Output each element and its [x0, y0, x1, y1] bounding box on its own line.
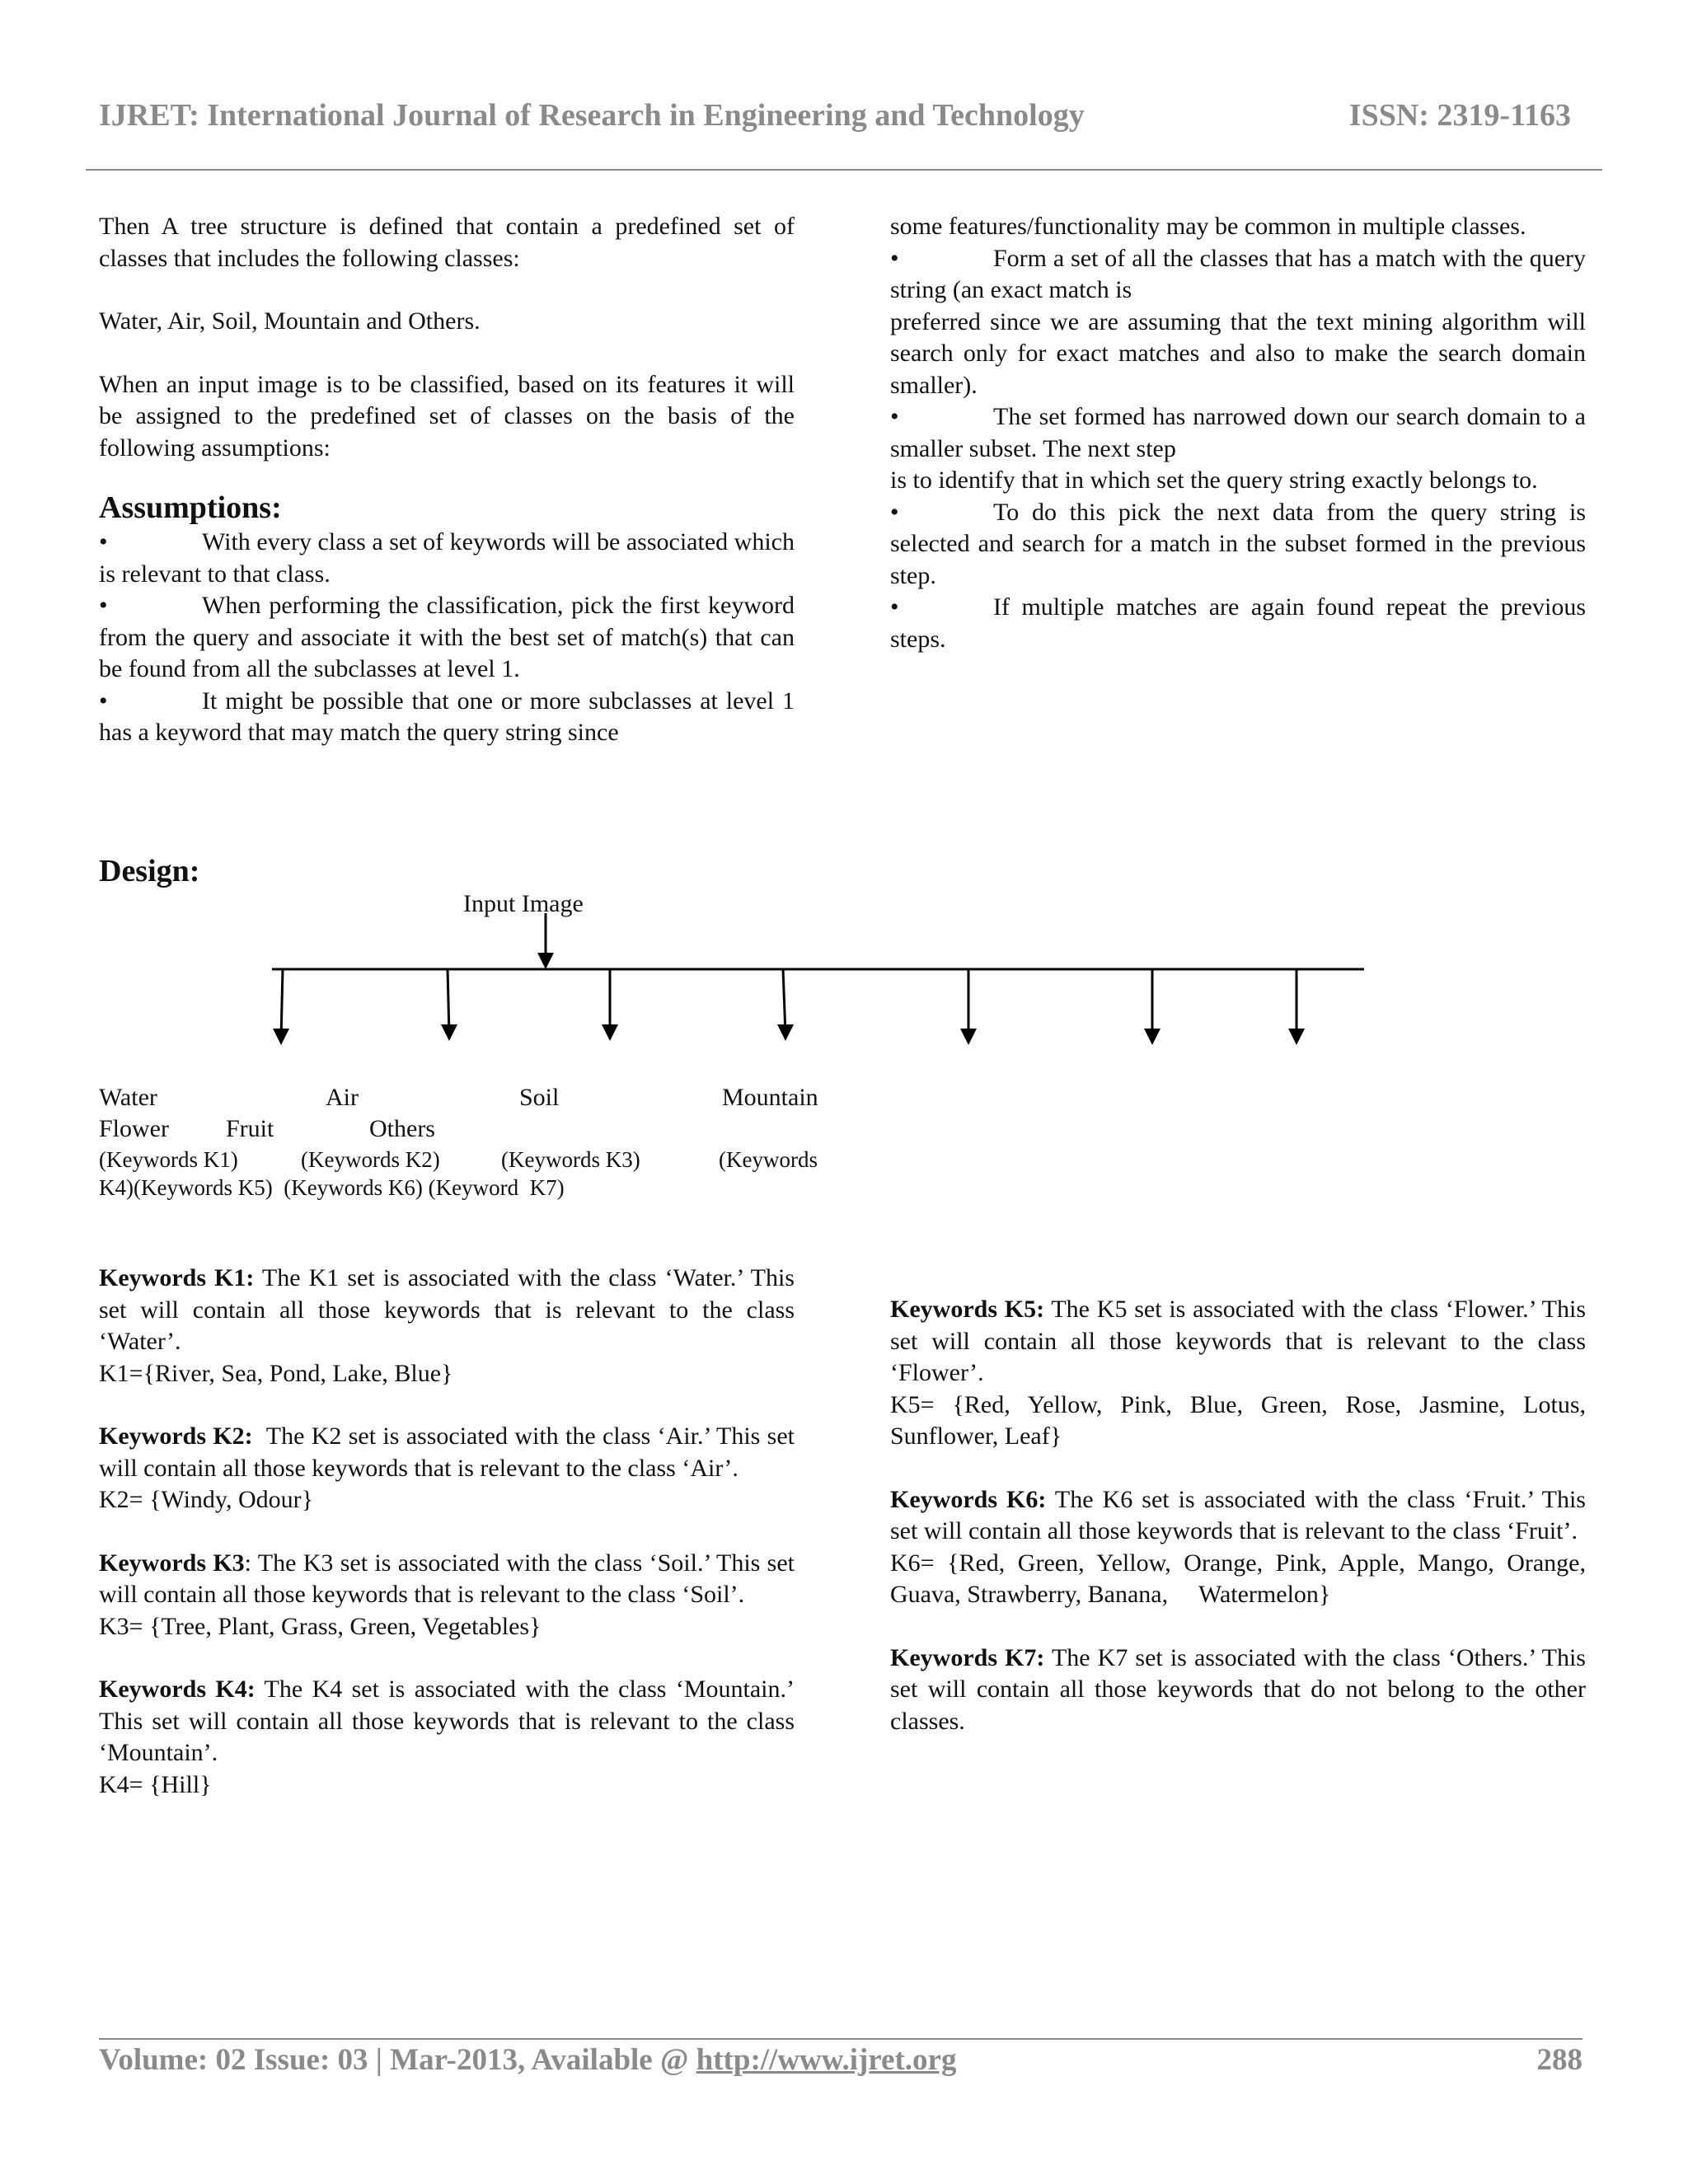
- page-number: 288: [1536, 2043, 1582, 2077]
- branch-arrow-flower: [960, 969, 977, 1045]
- class-label-fruit: Fruit: [226, 1115, 274, 1142]
- bullet-item: • If multiple matches are again found repeat the previous steps.: [890, 593, 1586, 653]
- running-header: [86, 97, 1602, 147]
- bullet-item: • When performing the classification, pick the first keyword from the query and associate it with the best set of match(s) that can be found from all the subclasses at level 1.: [99, 592, 795, 682]
- keyword-k6: Keywords K6: The K6 set is associated with the class ‘Fruit.’ This set will contain all those keywords that is relevant to the class ‘Fruit’.: [890, 1485, 1586, 1544]
- paragraph: is to identify that in which set the query string exactly belongs to.: [890, 466, 1538, 494]
- bullet-item: • With every class a set of keywords will be associated which is relevant to that class.: [99, 528, 795, 588]
- keyword-k3: Keywords K3: The K3 set is associated with the class ‘Soil.’ This set will contain all those keywords that is relevant to the class ‘Soil’.: [99, 1549, 795, 1608]
- bullet-item: • The set formed has narrowed down our search domain to a smaller subset. The next step: [890, 403, 1586, 462]
- branch-arrow-water: [273, 969, 289, 1045]
- branch-arrow-soil: [602, 969, 618, 1041]
- keyword-k6-set: K6= {Red, Green, Yellow, Orange, Pink, Apple, Mango, Orange, Guava, Strawberry, Banana, Watermelon}: [890, 1549, 1592, 1608]
- class-label-mountain: Mountain: [722, 1084, 818, 1111]
- footer-link[interactable]: http://www.ijret.org: [696, 2043, 957, 2077]
- class-label-others: Others: [369, 1115, 435, 1142]
- class-label-water: Water: [99, 1084, 157, 1111]
- keyword-k5-set: K5= {Red, Yellow, Pink, Blue, Green, Rose, Jasmine, Lotus, Sunflower, Leaf}: [890, 1390, 1586, 1450]
- keyword-label: (Keywords K1): [99, 1147, 238, 1172]
- bullet-item: • To do this pick the next data from the query string is selected and search for a match in the subset formed in the previous step.: [890, 498, 1586, 589]
- branch-arrow-fruit: [1144, 969, 1160, 1045]
- keyword-k3-set: K3= {Tree, Plant, Grass, Green, Vegetables}: [99, 1612, 542, 1640]
- footer-rule: [99, 2038, 1582, 2040]
- tree-diagram: [0, 874, 1688, 1063]
- branch-arrow-mountain: [777, 969, 794, 1041]
- keyword-label: (Keywords K3): [501, 1147, 640, 1172]
- design-heading: Design:: [99, 854, 200, 888]
- journal-title: IJRET: International Journal of Research in Engineering and Technology: [99, 98, 1085, 133]
- class-label-air: Air: [326, 1084, 359, 1111]
- input-image-label: Input Image: [463, 890, 584, 917]
- paragraph: Then A tree structure is defined that contain a predefined set of classes that includes the following classes:: [99, 213, 795, 272]
- keyword-k4: Keywords K4: The K4 set is associated with the class ‘Mountain.’ This set will contain all those keywords that is relevant to the class ‘Mountain’.: [99, 1675, 795, 1766]
- keyword-k2: Keywords K2: The K2 set is associated with the class ‘Air.’ This set will contain all those keywords that is relevant to the class ‘Air’.: [99, 1422, 801, 1482]
- branch-arrow-air: [441, 969, 457, 1041]
- keyword-k7: Keywords K7: The K7 set is associated with the class ‘Others.’ This set will contain all those keywords that do not belong to the other classes.: [890, 1643, 1586, 1735]
- right-column-bottom: [890, 1294, 1592, 1737]
- footer-volume: Volume: 02 Issue: 03 | Mar-2013, Available @: [99, 2043, 696, 2077]
- keyword-k1: Keywords K1: The K1 set is associated with the class ‘Water.’ This set will contain all those keywords that is relevant to the class ‘Water’.: [99, 1264, 795, 1355]
- paragraph: Water, Air, Soil, Mountain and Others.: [99, 307, 481, 335]
- bullet-item: • It might be possible that one or more subclasses at level 1 has a keyword that may match the query string since: [99, 687, 795, 746]
- issn: ISSN: 2319-1163: [1348, 98, 1571, 133]
- keyword-label: (Keywords K2): [301, 1147, 440, 1172]
- left-column-top: [99, 211, 795, 749]
- keyword-k2-set: K2= {Windy, Odour}: [99, 1486, 314, 1513]
- class-label-soil: Soil: [519, 1084, 560, 1111]
- class-labels: [99, 1082, 841, 1145]
- keyword-label: (Keywords: [719, 1147, 818, 1172]
- right-column-top: [890, 211, 1586, 655]
- paragraph: preferred since we are assuming that the text mining algorithm will search only for exact matches and also to make the search domain smaller).: [890, 307, 1586, 399]
- left-column-bottom: [99, 1263, 801, 1801]
- paragraph: When an input image is to be classified, based on its features it will be assigned to the predefined set of classes on the basis of the following assumptions:: [99, 370, 795, 462]
- keyword-k5: Keywords K5: The K5 set is associated with the class ‘Flower.’ This set will contain all those keywords that is relevant to the class ‘Flower’.: [890, 1296, 1586, 1386]
- footer: [99, 2042, 1582, 2078]
- class-label-flower: Flower: [99, 1115, 169, 1142]
- paragraph: some features/functionality may be common in multiple classes.: [890, 213, 1526, 240]
- keyword-labels: [99, 1146, 841, 1202]
- input-arrow-head: [537, 953, 554, 969]
- keyword-label: K4)(Keywords K5) (Keywords K6) (Keyword K7): [99, 1175, 565, 1200]
- keyword-k4-set: K4= {Hill}: [99, 1770, 212, 1798]
- header-rule: [86, 169, 1602, 171]
- keyword-k1-set: K1={River, Sea, Pond, Lake, Blue}: [99, 1359, 453, 1387]
- tree-diagram-svg: [0, 874, 1688, 1063]
- branch-arrow-others: [1288, 969, 1305, 1045]
- bullet-item: • Form a set of all the classes that has a match with the query string (an exact match is: [890, 244, 1586, 303]
- assumptions-heading: Assumptions:: [99, 490, 282, 525]
